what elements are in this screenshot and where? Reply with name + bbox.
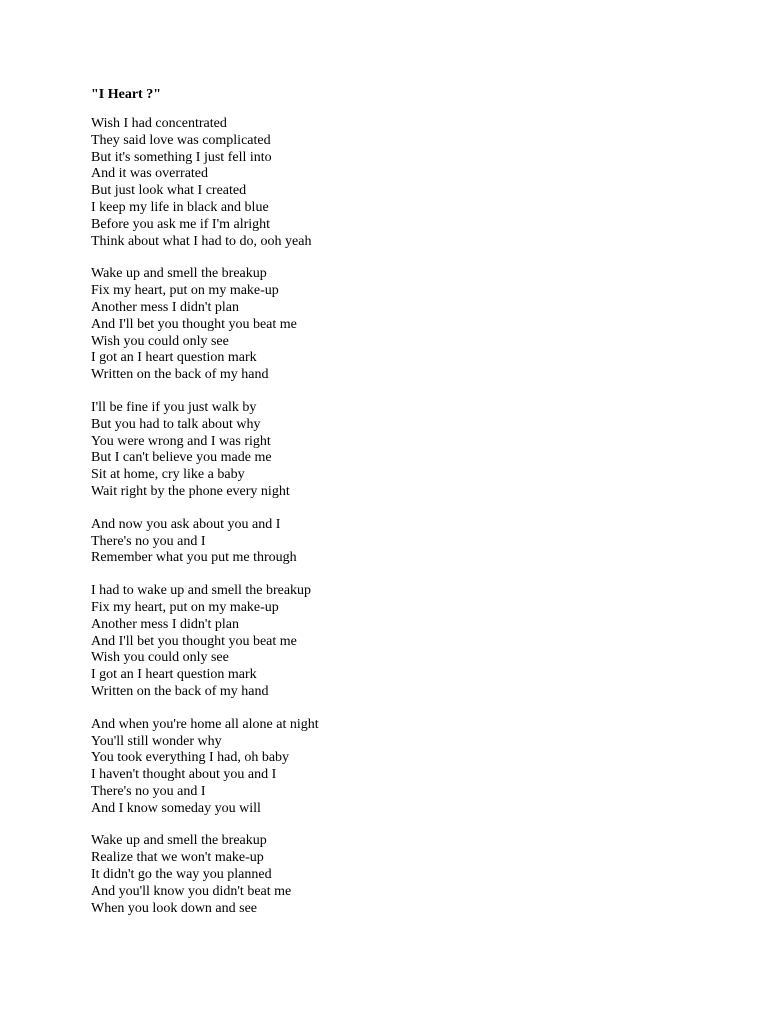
lyric-line: They said love was complicated [91, 132, 271, 148]
lyric-line: Wish you could only see [91, 333, 229, 349]
lyric-line: But I can't believe you made me [91, 450, 272, 466]
lyric-line: I'll be fine if you just walk by [91, 399, 257, 415]
lyric-line: I got an I heart question mark [91, 667, 257, 683]
lyric-line: And when you're home all alone at night [91, 716, 319, 732]
stanza [91, 266, 691, 384]
lyric-line: Fix my heart, put on my make-up [91, 599, 279, 615]
lyric-line: I haven't thought about you and I [91, 767, 277, 783]
lyric-line: Wake up and smell the breakup [91, 833, 267, 849]
lyric-line: It didn't go the way you planned [91, 867, 272, 883]
lyric-line: And I know someday you will [91, 800, 261, 816]
stanza [91, 717, 691, 818]
stanza [91, 833, 691, 917]
lyric-line: Written on the back of my hand [91, 367, 269, 383]
lyric-line: Wait right by the phone every night [91, 483, 290, 499]
lyrics-body [91, 116, 691, 917]
lyric-line: Another mess I didn't plan [91, 299, 239, 315]
lyric-line: I got an I heart question mark [91, 350, 257, 366]
lyric-line: But you had to talk about why [91, 416, 261, 432]
lyric-line: Sit at home, cry like a baby [91, 467, 245, 483]
document-content [91, 86, 691, 933]
lyric-line: But it's something I just fell into [91, 149, 272, 165]
lyric-line: You'll still wonder why [91, 733, 222, 749]
lyric-line: You took everything I had, oh baby [91, 750, 290, 766]
lyric-line: I keep my life in black and blue [91, 199, 269, 215]
stanza [91, 517, 691, 567]
lyric-line: Wake up and smell the breakup [91, 266, 267, 282]
lyric-line: Written on the back of my hand [91, 683, 269, 699]
lyric-line: And you'll know you didn't beat me [91, 883, 292, 899]
lyric-line: And now you ask about you and I [91, 516, 281, 532]
lyric-line: There's no you and I [91, 533, 206, 549]
lyric-line: And it was overrated [91, 166, 209, 182]
lyric-line: Wish you could only see [91, 650, 229, 666]
lyric-line: There's no you and I [91, 783, 206, 799]
lyric-line: Think about what I had to do, ooh yeah [91, 233, 312, 249]
lyric-line: Remember what you put me through [91, 550, 297, 566]
lyric-line: Before you ask me if I'm alright [91, 216, 271, 232]
lyric-line: Realize that we won't make-up [91, 850, 264, 866]
lyric-line: When you look down and see [91, 900, 258, 916]
lyric-line: But just look what I created [91, 183, 247, 199]
lyric-line: I had to wake up and smell the breakup [91, 583, 312, 599]
lyric-line: And I'll bet you thought you beat me [91, 316, 297, 332]
stanza [91, 400, 691, 501]
lyric-line: You were wrong and I was right [91, 433, 271, 449]
lyric-line: Wish I had concentrated [91, 116, 227, 131]
lyric-line: Another mess I didn't plan [91, 616, 239, 632]
stanza [91, 583, 691, 701]
song-title: "I Heart ?" [91, 87, 161, 102]
lyric-line: And I'll bet you thought you beat me [91, 633, 297, 649]
stanza [91, 116, 691, 250]
lyric-line: Fix my heart, put on my make-up [91, 283, 279, 299]
